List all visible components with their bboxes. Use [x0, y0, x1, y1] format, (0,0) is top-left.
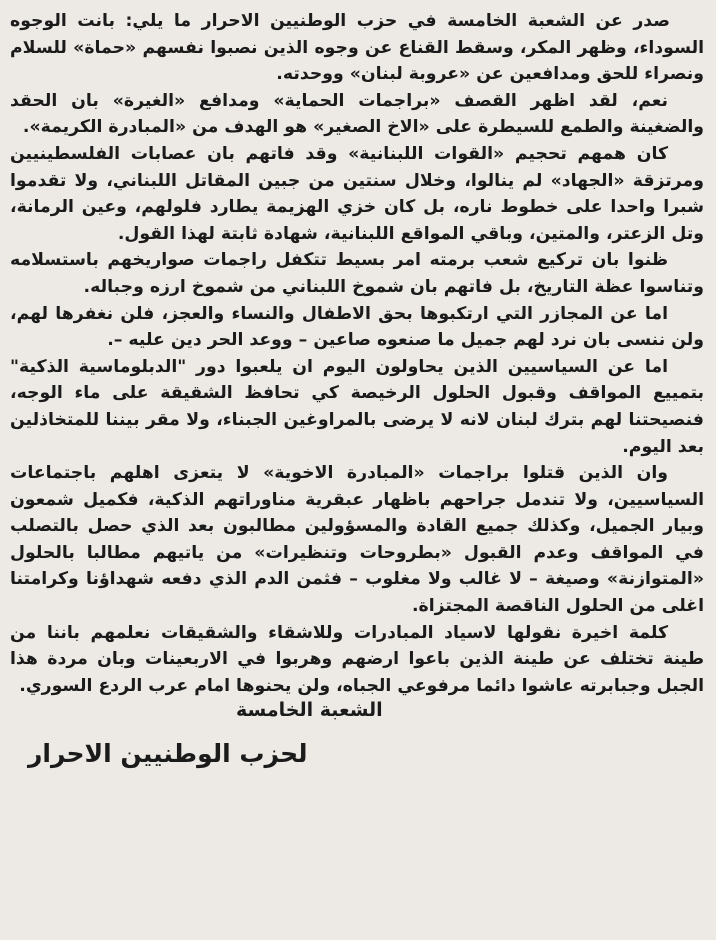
signature-party: لحزب الوطنيين الاحرار	[28, 739, 308, 769]
paragraph: نعم، لقد اظهر القصف «براجمات الحماية» ومدافع «الغيرة» بان الحقد والضغينة والطمع للسيطرة على «الاخ الصغير» هو الهدف من «المبادرة الكريمة».	[10, 90, 704, 138]
article-body	[10, 8, 704, 699]
paragraph: كان همهم تحجيم «القوات اللبنانية» وقد فاتهم بان عصابات الفلسطينيين ومرتزقة «الجهاد» لم ينالوا، وخلال سنتين من جبين المقاتل اللبناني، ولا تقدموا شبرا واحدا على خطوط ناره، بل كان خزي الهزيمة يطارد فلولهم، وعين الرمانة، وتل الزعتر، والمتين، وباقي المواقع اللبنانية، شهادة ثابتة لهذا القول.	[10, 143, 704, 244]
signature-block	[10, 699, 704, 779]
paragraph: وان الذين قتلوا براجمات «المبادرة الاخوية» لا يتعزى اهلهم باجتماعات السياسيين، ولا تندمل جراحهم باظهار عبقرية مناوراتهم الذكية، فكميل شمعون وبيار الجميل، وكذلك جميع القادة والمسؤولين مطالبون بعد الذي حصل بالتصلب في المواقف وعدم القبول «بطروحات وتنظيرات» من ياتيهم مطالبا بالحلول «المتوازنة» وصيغة – لا غالب ولا مغلوب – فثمن الدم الذي دفعه شهداؤنا وكرامتنا اغلى من الحلول الناقصة المجتزاة.	[10, 463, 704, 617]
paragraph: صدر عن الشعبة الخامسة في حزب الوطنيين الاحرار ما يلي: بانت الوجوه السوداء، وظهر المكر، وسقط القناع عن وجوه الذين نصبوا نفسهم «حماة» للسلام ونصراء للحق ومدافعين عن «عروبة لبنان» ووحدته.	[10, 11, 704, 85]
paragraph: كلمة اخيرة نقولها لاسياد المبادرات وللاشقاء والشقيقات نعلمهم باننا من طينة تختلف عن طينة الذين باعوا ارضهم وهربوا في الاربعينات وبان مردة هذا الجبل وجبابرته عاشوا دائما مرفوعي الجباه، ولن يحنوها امام عرب الردع السوري.	[10, 622, 704, 696]
paragraph: اما عن المجازر التي ارتكبوها بحق الاطفال والنساء والعجز، فلن نغفرها لهم، ولن ننسى بان نرد لهم جميل ما صنعوه صاعين – ووعد الحر دين عليه –.	[10, 303, 704, 351]
signature-division: الشعبة الخامسة	[236, 699, 383, 722]
paragraph: اما عن السياسيين الذين يحاولون اليوم ان يلعبوا دور "الدبلوماسية الذكية" بتمييع المواقف وقبول الحلول الرخيصة كي تحافظ الشقيقة على ماء الوجه، فنصيحتنا لهم بترك لبنان لانه لا يرضى بالمراوغين الجبناء، ولا مقر بيننا للمتخاذلين بعد اليوم.	[10, 356, 704, 457]
paragraph: ظنوا بان تركيع شعب برمته امر بسيط تتكفل راجمات صواريخهم باستسلامه وتناسوا عظة التاريخ، بل فاتهم بان شموخ اللبناني من شموخ ارزه وجباله.	[10, 250, 704, 297]
